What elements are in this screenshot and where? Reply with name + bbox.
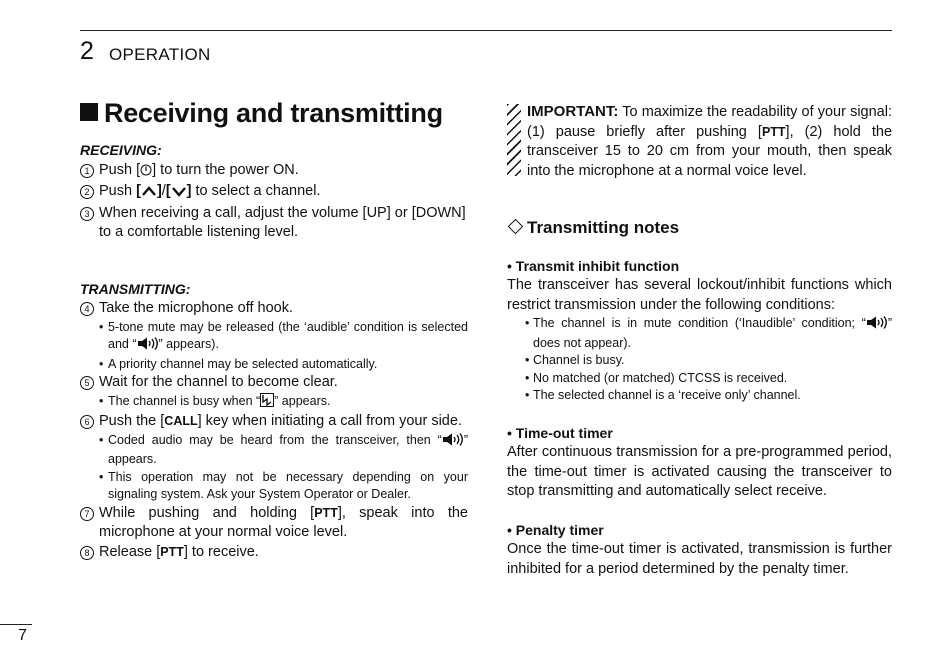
step-8: 8 Release [PTT] to receive.: [80, 543, 468, 563]
warning-hatch-icon: [507, 104, 521, 176]
diamond-icon: [508, 219, 524, 235]
penalty-heading: • Penalty timer: [507, 521, 604, 538]
step-6: 6 Push the [CALL] key when initiating a call from your side.: [80, 412, 468, 432]
square-bullet-icon: [80, 103, 98, 121]
step-7: 7 While pushing and holding [PTT], speak into the microphone at your normal voice level.: [80, 504, 468, 543]
inhibit-item-2: • Channel is busy.: [525, 353, 625, 367]
chapter-title: OPERATION: [109, 45, 211, 64]
step-4-note-1: • 5-tone mute may be released (the ‘audible’ condition is selected and “ ” appears).: [80, 319, 468, 356]
step-1: 1 Push [ ] to turn the power ON.: [80, 161, 468, 183]
section-title: Receiving and transmitting: [80, 98, 443, 129]
speaker-icon: [137, 337, 159, 356]
step-4: 4 Take the microphone off hook.: [80, 299, 468, 319]
chapter-number: 2: [80, 37, 94, 65]
step-2: 2 Push [ ]/[ ] to select a channel.: [80, 182, 468, 204]
speaker-icon: [442, 433, 464, 452]
page-number: 7: [18, 627, 27, 644]
chevron-down-icon: [171, 184, 187, 204]
receiving-heading: RECEIVING:: [80, 142, 162, 158]
footer-rule: [0, 624, 32, 625]
timeout-heading: • Time-out timer: [507, 424, 613, 441]
step-6-note-2: • This operation may not be necessary depending on your signaling system. Ask your System Operator or Dealer.: [99, 469, 468, 501]
important-note: IMPORTANT: To maximize the readability of your signal: (1) pause briefly after pushing [PTT], (2) hold the transceiver 15 to 20 cm from your mouth, then speak into the microphone at a normal voice level.: [507, 102, 892, 181]
step-3: 3 When receiving a call, adjust the volume [UP] or [DOWN] to a comfortable listening level.: [80, 204, 468, 243]
inhibit-item-3: • No matched (or matched) CTCSS is received.: [525, 370, 788, 385]
transmitting-notes-heading: Transmitting notes: [507, 218, 892, 238]
chevron-up-icon: [141, 184, 157, 204]
step-5: 5 Wait for the channel to become clear.: [80, 373, 468, 393]
header-rule: [80, 30, 892, 31]
step-6-note-1: • Coded audio may be heard from the transceiver, then “ ” appears.: [99, 432, 468, 466]
timeout-text: After continuous transmission for a pre-programmed period, the time-out timer is activated causing the transceiver to stop transmitting and automatically select receive.: [507, 444, 892, 499]
right-column: [507, 102, 892, 579]
inhibit-heading: • Transmit inhibit function: [507, 257, 680, 274]
left-column: [80, 141, 468, 562]
step-5-note-1: • The channel is busy when “ ” appears.: [80, 393, 468, 413]
transmitting-heading: TRANSMITTING:: [80, 280, 191, 297]
step-4-note-2: • A priority channel may be selected automatically.: [99, 356, 378, 371]
speaker-icon: [866, 316, 888, 335]
inhibit-item-1: • The channel is in mute condition (‘Inaudible’ condition; “ ” does not appear).: [525, 316, 892, 350]
power-icon: [140, 163, 152, 183]
penalty-text: Once the time-out timer is activated, transmission is further inhibited for a period determined by the penalty timer.: [507, 541, 892, 577]
inhibit-item-4: • The selected channel is a ‘receive only’ channel.: [525, 388, 801, 402]
inhibit-text: The transceiver has several lockout/inhibit functions which restrict transmission under the following conditions:: [507, 277, 892, 313]
busy-icon: [260, 393, 274, 413]
